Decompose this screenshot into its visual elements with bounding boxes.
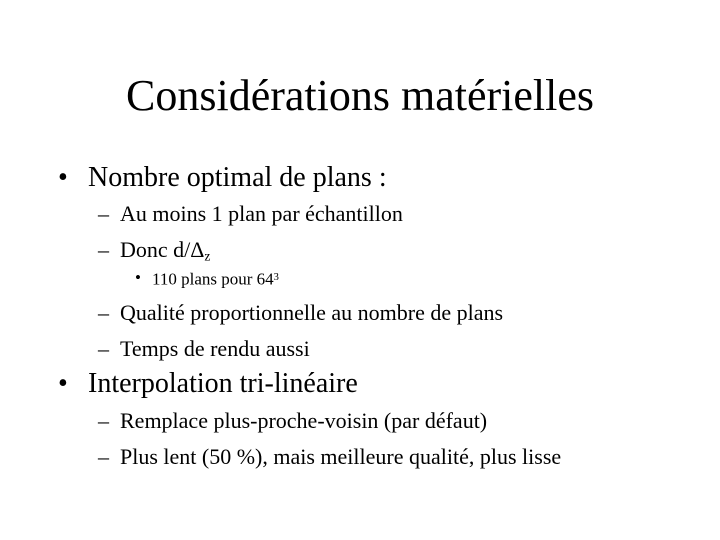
subitem-marker: – — [98, 408, 109, 433]
bullet-marker: • — [58, 162, 68, 193]
subitem-marker: – — [98, 201, 109, 226]
subsubitem-marker: • — [135, 268, 141, 287]
subitem-text-with-subscript — [120, 237, 210, 269]
superscript: 3 — [273, 272, 279, 283]
slide-title: Considérations matérielles — [126, 71, 594, 120]
subitem-marker: – — [98, 237, 109, 262]
bullet-text: Nombre optimal de plans : — [88, 162, 387, 193]
subitem-marker: – — [98, 300, 109, 325]
bullet-marker: • — [58, 368, 68, 399]
subitem-text: Plus lent (50 %), mais meilleure qualité, plus lisse — [120, 444, 562, 469]
subitem-text: Remplace plus-proche-voisin (par défaut) — [120, 408, 488, 433]
subitem-text: Qualité proportionnelle au nombre de plans — [120, 300, 504, 325]
subitem-text: Temps de rendu aussi — [120, 336, 310, 361]
subitem-marker: – — [98, 336, 109, 361]
subscript: z — [204, 248, 211, 264]
subitem-text: Au moins 1 plan par échantillon — [120, 201, 403, 226]
subitem-marker: – — [98, 444, 109, 469]
subsubitem-text-with-superscript — [152, 268, 279, 290]
bullet-text: Interpolation tri-linéaire — [88, 368, 358, 399]
subsubitem-text: 110 plans pour 64 — [152, 269, 274, 289]
subitem-text: Donc d/Δ — [120, 237, 205, 262]
